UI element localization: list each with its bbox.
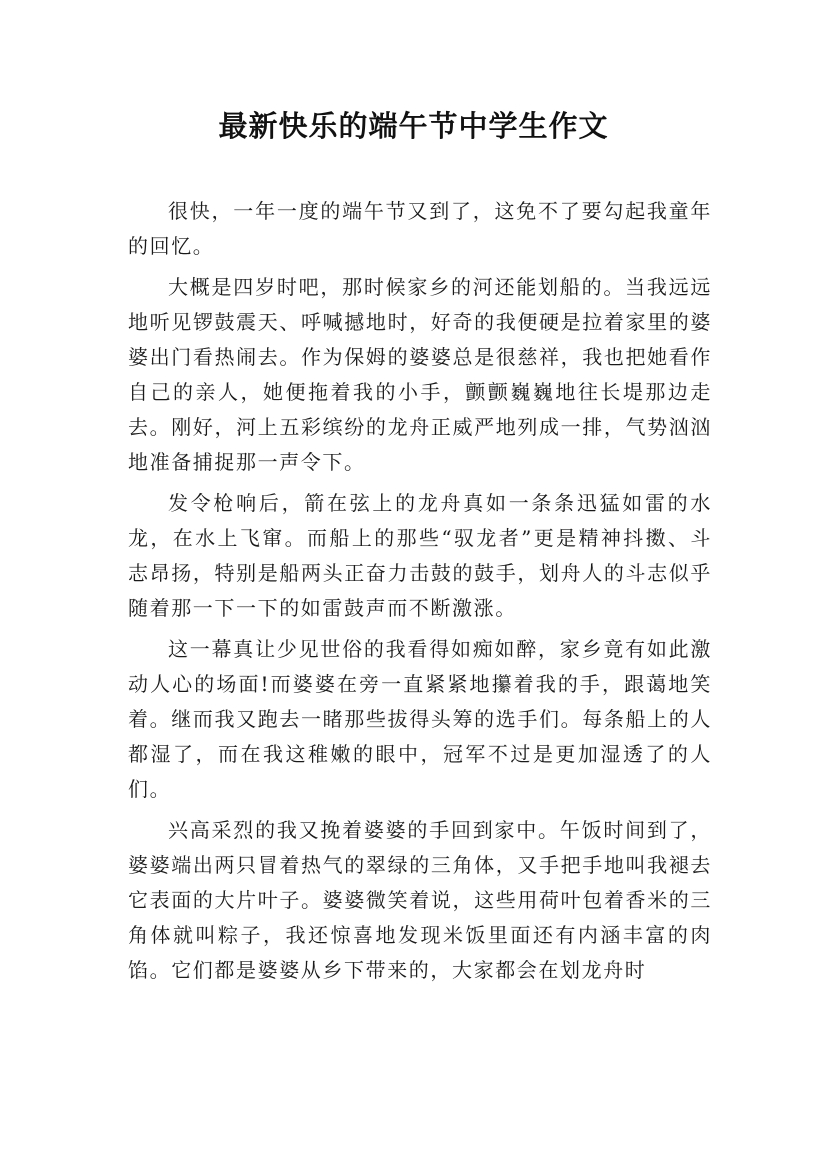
paragraph: 发令枪响后，箭在弦上的龙舟真如一条条迅猛如雷的水龙，在水上飞窜。而船上的那些“驭龙者”更是精神抖擞、斗志昂扬，特别是船两头正奋力击鼓的鼓手，划舟人的斗志似乎随着那一下一下的如雷鼓声而不断激涨。 [128,491,712,620]
paragraph: 大概是四岁时吧，那时候家乡的河还能划船的。当我远远地听见锣鼓震天、呼喊撼地时，好奇的我便硬是拉着家里的婆婆出门看热闹去。作为保姆的婆婆总是很慈祥，我也把她看作自己的亲人，她便拖着我的小手，颤颤巍巍地往长堤那边走去。刚好，河上五彩缤纷的龙舟正威严地列成一排，气势汹汹地准备捕捉那一声令下。 [128,275,712,474]
paragraph: 这一幕真让少见世俗的我看得如痴如醉，家乡竟有如此激动人心的场面!而婆婆在旁一直紧紧地攥着我的手，跟蔼地笑着。继而我又跑去一睹那些拔得头筹的选手们。每条船上的人都湿了，而在我这稚嫩的眼中，冠军不过是更加湿透了的人们。 [128,637,712,801]
paragraph: 很快，一年一度的端午节又到了，这免不了要勾起我童年的回忆。 [128,199,712,258]
document-title: 最新快乐的端午节中学生作文 [218,109,609,143]
document-body [128,194,712,994]
paragraph: 兴高采烈的我又挽着婆婆的手回到家中。午饭时间到了，婆婆端出两只冒着热气的翠绿的三角体，又手把手地叫我褪去它表面的大片叶子。婆婆微笑着说，这些用荷叶包着香米的三角体就叫粽子，我还惊喜地发现米饭里面还有内涵丰富的肉馅。它们都是婆婆从乡下带来的，大家都会在划龙舟时 [128,818,712,982]
